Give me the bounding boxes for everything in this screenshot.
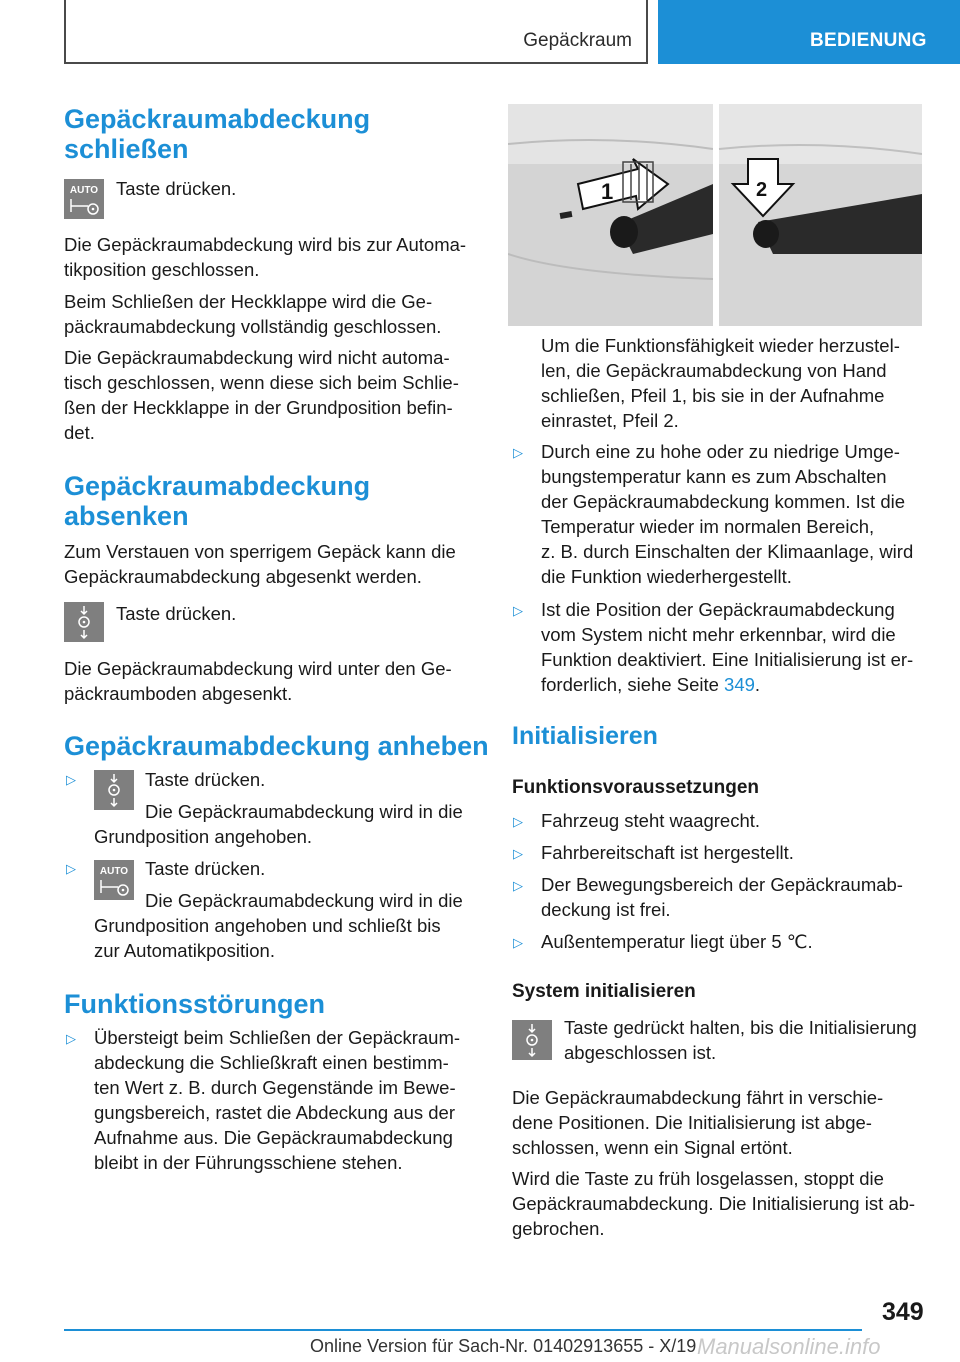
- line: tisch geschlossen, wenn diese sich beim Schlie‐: [64, 372, 459, 393]
- bullet-triangle-icon: ▷: [513, 935, 523, 950]
- line: z. B. durch Einschalten der Klimaanlage, wird: [541, 541, 914, 562]
- bullet-triangle-icon: ▷: [513, 878, 523, 893]
- restore-paragraph: [541, 333, 900, 433]
- init-paragraph-2: [512, 1166, 915, 1241]
- raise-b2-text: [94, 888, 484, 963]
- heading-faults: Funktionsstörungen: [64, 989, 325, 1019]
- period: .: [754, 674, 761, 695]
- heading-conditions: Funktionsvoraussetzungen: [512, 777, 760, 798]
- line: tikposition geschlossen.: [64, 259, 260, 280]
- heading-line: Gepäckraumabdeckung: [64, 471, 371, 501]
- init-paragraph-1: [512, 1085, 883, 1160]
- line: gebrochen.: [512, 1218, 605, 1239]
- line: Grundposition angehoben und schließt bis: [94, 915, 441, 936]
- lower-paragraph-2: [64, 656, 452, 706]
- line: die Funktion wiederhergestellt.: [541, 566, 792, 587]
- line: Zum Verstauen von sperrigem Gepäck kann die: [64, 541, 456, 562]
- svg-text:AUTO: AUTO: [69, 185, 99, 196]
- line: Aufnahme aus. Die Gepäckraumabdeckung: [94, 1127, 453, 1148]
- line: deckung ist frei.: [541, 899, 671, 920]
- condition-2: Fahrbereitschaft ist hergestellt.: [541, 842, 794, 863]
- bullet-triangle-icon: ▷: [513, 846, 523, 861]
- line: Gepäckraumabdeckung abgesenkt werden.: [64, 566, 422, 587]
- line: abgeschlossen ist.: [564, 1042, 717, 1063]
- condition-1: Fahrzeug steht waagrecht.: [541, 810, 761, 831]
- line: Gepäckraumabdeckung. Die Initialisierung ist ab‐: [512, 1193, 916, 1214]
- line: Durch eine zu hohe oder zu niedrige Umge‐: [541, 441, 900, 462]
- header-chapter-tab: [658, 0, 960, 64]
- line: schließen, Pfeil 1, bis sie in der Aufnahme: [541, 385, 885, 406]
- line: einrastet, Pfeil 2.: [541, 410, 679, 431]
- line: Ist die Position der Gepäckraumabdeckung: [541, 599, 895, 620]
- line: bleibt in der Führungsschiene stehen.: [94, 1152, 403, 1173]
- line: gungsbereich, rastet die Abdeckung aus der: [94, 1102, 455, 1123]
- line: vom System nicht mehr erkennbar, wird die: [541, 624, 896, 645]
- header-section-box: [64, 0, 648, 64]
- bullet-triangle-icon: ▷: [513, 814, 523, 829]
- line: päckraumabdeckung vollständig geschlossen.: [64, 316, 442, 337]
- line: forderlich, siehe Seite: [541, 674, 725, 695]
- line: abdeckung die Schließkraft einen bestimm‐: [94, 1052, 449, 1073]
- raise-b2-press: Taste drücken.: [145, 858, 266, 879]
- heading-close-cover: [64, 104, 370, 164]
- line: len, die Gepäckraumabdeckung von Hand: [541, 360, 887, 381]
- line: Die Gepäckraumabdeckung wird unter den Ge‐: [64, 658, 452, 679]
- condition-3: [541, 872, 903, 922]
- fault-bullet-2: [541, 439, 913, 589]
- page-link-349[interactable]: 349: [724, 674, 755, 695]
- bullet-triangle-icon: ▷: [513, 445, 523, 460]
- heading-raise-cover: Gepäckraumabdeckung anheben: [64, 731, 489, 761]
- close-press-text: Taste drücken.: [116, 178, 237, 199]
- footer-online-version: Online Version für Sach-Nr. 01402913655 - X/19: [310, 1336, 697, 1356]
- raise-b1-press: Taste drücken.: [145, 769, 266, 790]
- line: dene Positionen. Die Initialisierung ist abge‐: [512, 1112, 872, 1133]
- raise-b1-text: [94, 799, 484, 849]
- close-paragraph-2: [64, 289, 441, 339]
- lower-press-text: Taste drücken.: [116, 603, 237, 624]
- line: Der Bewegungsbereich der Gepäckraumab‐: [541, 874, 903, 895]
- heading-line: absenken: [64, 501, 189, 531]
- line: ten Wert z. B. durch Gegenstände im Bewe‐: [94, 1077, 456, 1098]
- line: Die Gepäckraumabdeckung wird bis zur Automa‐: [64, 234, 467, 255]
- line: Wird die Taste zu früh losgelassen, stoppt die: [512, 1168, 884, 1189]
- line: Übersteigt beim Schließen der Gepäckraum‐: [94, 1027, 461, 1048]
- line: Um die Funktionsfähigkeit wieder herzustel‐: [541, 335, 900, 356]
- heading-line: schließen: [64, 134, 189, 164]
- bullet-triangle-icon: ▷: [66, 861, 76, 876]
- heading-system-init: System initialisieren: [512, 981, 696, 1002]
- footer-divider: [64, 1329, 862, 1331]
- close-paragraph-1: [64, 232, 466, 282]
- heading-lower-cover: [64, 471, 370, 531]
- svg-text:AUTO: AUTO: [99, 866, 129, 877]
- line: Beim Schließen der Heckklappe wird die Ge‐: [64, 291, 433, 312]
- line: schlossen, wenn ein Signal ertönt.: [512, 1137, 793, 1158]
- line: Temperatur wieder im normalen Bereich,: [541, 516, 875, 537]
- line: Die Gepäckraumabdeckung wird in die: [145, 890, 463, 911]
- bullet-triangle-icon: ▷: [66, 772, 76, 787]
- condition-4: Außentemperatur liegt über 5 ℃.: [541, 931, 813, 952]
- line: päckraumboden abgesenkt.: [64, 683, 293, 704]
- init-button-icon: [512, 1020, 552, 1060]
- bullet-triangle-icon: ▷: [513, 603, 523, 618]
- header-section-title: Gepäckraum: [523, 30, 632, 51]
- heading-line: Gepäckraumabdeckung: [64, 104, 371, 134]
- bullet-triangle-icon: ▷: [66, 1031, 76, 1046]
- header-chapter-title: BEDIENUNG: [810, 30, 927, 51]
- line: der Gepäckraumabdeckung kommen. Ist die: [541, 491, 906, 512]
- page-number: 349: [882, 1298, 924, 1326]
- init-press-text: [564, 1015, 917, 1065]
- line: Die Gepäckraumabdeckung fährt in verschie‐: [512, 1087, 884, 1108]
- arrow-label-1: 1: [601, 179, 614, 204]
- arrow-label-2: 2: [756, 179, 768, 201]
- heading-initialize: Initialisieren: [512, 722, 658, 750]
- watermark-text: Manualsonline.info: [697, 1334, 881, 1359]
- line: Die Gepäckraumabdeckung wird nicht automa‐: [64, 347, 450, 368]
- cover-photo: [508, 104, 922, 326]
- line: Taste gedrückt halten, bis die Initialisierung: [564, 1017, 917, 1038]
- line: Die Gepäckraumabdeckung wird in die: [145, 801, 463, 822]
- auto-button-icon: [64, 179, 104, 219]
- fault-bullet-3: [541, 597, 913, 697]
- lower-paragraph-1: [64, 539, 456, 589]
- line: Funktion deaktiviert. Eine Initialisierung ist er‐: [541, 649, 914, 670]
- line: Grundposition angehoben.: [94, 826, 313, 847]
- line: bungstemperatur kann es zum Abschalten: [541, 466, 887, 487]
- line: zur Automatikposition.: [94, 940, 275, 961]
- line: det.: [64, 422, 95, 443]
- line: ßen der Heckklappe in der Grundposition befin‐: [64, 397, 453, 418]
- lower-button-icon: [64, 602, 104, 642]
- close-paragraph-3: [64, 345, 459, 445]
- fault-bullet-1: [94, 1025, 460, 1175]
